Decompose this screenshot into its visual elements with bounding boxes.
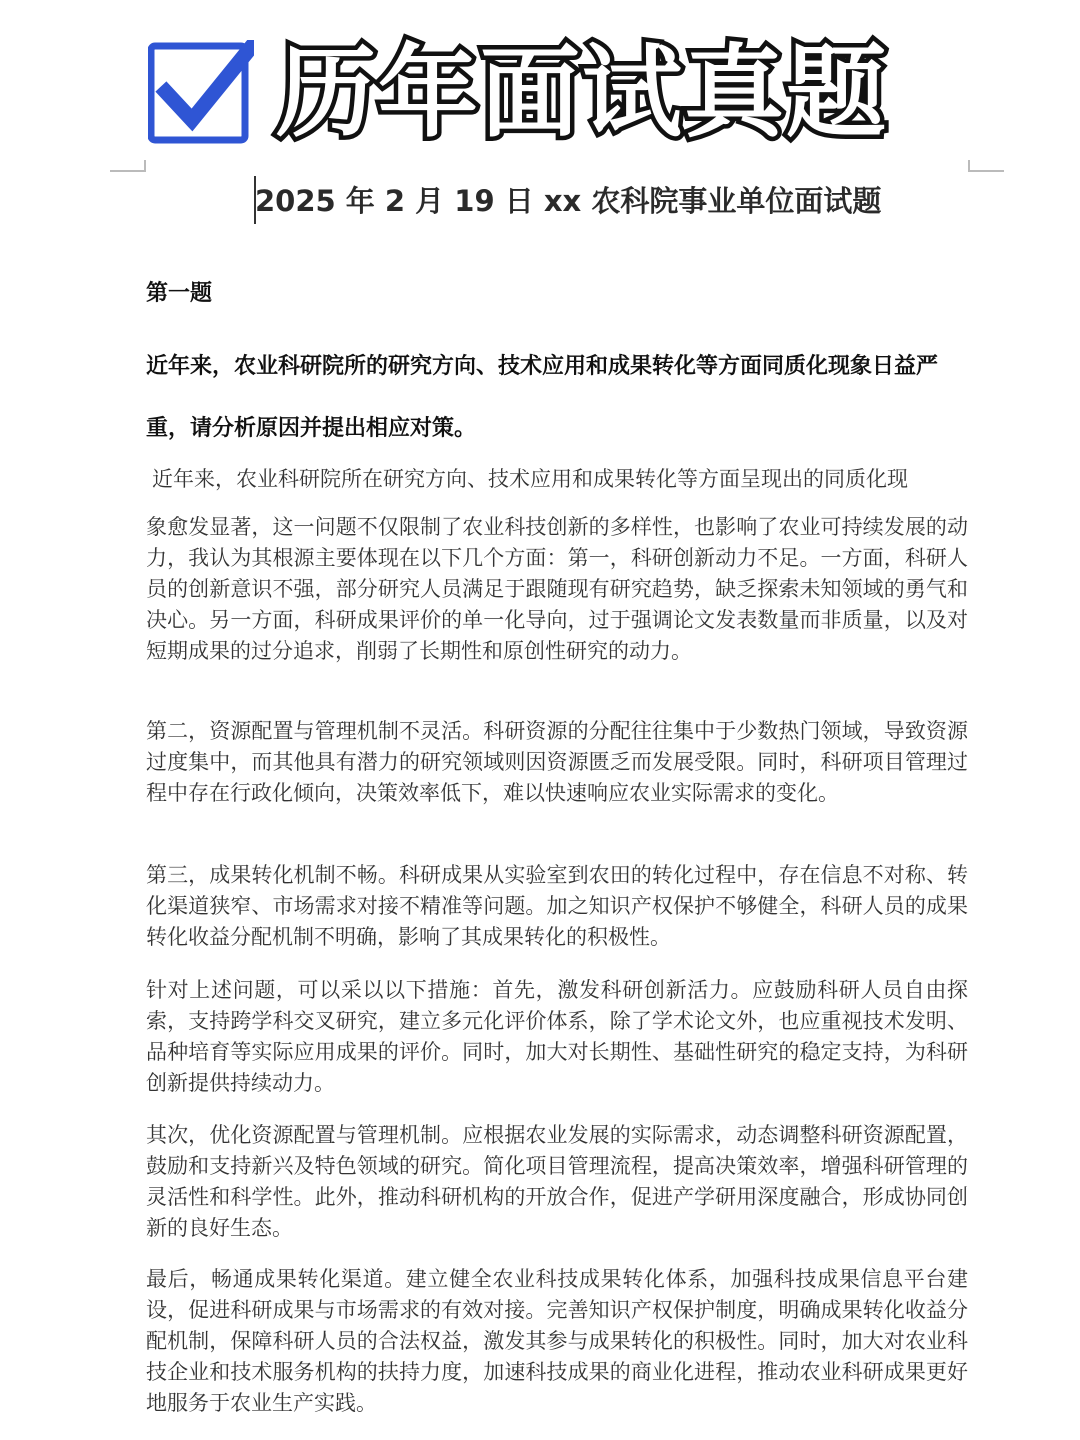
answer-paragraph-1-rest: 象愈发显著，这一问题不仅限制了农业科技创新的多样性，也影响了农业可持续发展的动力，我认为其根源主要体现在以下几个方面：第一，科研创新动力不足。一方面，科研人员的创新意识不强，部分研究人员满足于跟随现有研究趋势，缺乏探索未知领域的勇气和决心。另一方面，科研成果评价的单一化导向，过于强调论文发表数量而非质量，以及对短期成果的过分追求，削弱了长期性和原创性研究的动力。 xyxy=(146,515,968,663)
answer-paragraph-4: 针对上述问题，可以采以以下措施：首先，激发科研创新活力。应鼓励科研人员自由探索，支持跨学科交叉研究，建立多元化评价体系，除了学术论文外，也应重视技术发明、品种培育等实际应用成果的评价。同时，加大对长期性、基础性研究的稳定支持，为科研创新提供持续动力。 xyxy=(146,978,968,1095)
page-margin-mark-left xyxy=(110,160,146,172)
answer-paragraph-1 xyxy=(146,462,968,667)
answer-paragraph-3: 第三，成果转化机制不畅。科研成果从实验室到农田的转化过程中，存在信息不对称、转化渠道狭窄、市场需求对接不精准等问题。加之知识产权保护不够健全，科研人员的成果转化收益分配机制不明确，影响了其成果转化的积极性。 xyxy=(146,863,968,949)
document-title: 2025 年 2 月 19 日 xx 农科院事业单位面试题 xyxy=(255,184,882,218)
answer-paragraph-1-first-line: 近年来，农业科研院所在研究方向、技术应用和成果转化等方面呈现出的同质化现 xyxy=(152,467,908,491)
banner-title: 历年面试真题 xyxy=(276,34,888,151)
answer-paragraph-2: 第二，资源配置与管理机制不灵活。科研资源的分配往往集中于少数热门领域，导致资源过度集中，而其他具有潜力的研究领域则因资源匮乏而发展受限。同时，科研项目管理过程中存在行政化倾向，决策效率低下，难以快速响应农业实际需求的变化。 xyxy=(146,719,968,805)
question-number: 第一题 xyxy=(146,281,213,306)
answer-paragraph-5: 其次，优化资源配置与管理机制。应根据农业发展的实际需求，动态调整科研资源配置，鼓励和支持新兴及特色领域的研究。简化项目管理流程，提高决策效率，增强科研管理的灵活性和科学性。此外，推动科研机构的开放合作，促进产学研用深度融合，形成协同创新的良好生态。 xyxy=(146,1123,968,1240)
answer-paragraph-6: 最后，畅通成果转化渠道。建立健全农业科技成果转化体系，加强科技成果信息平台建设，促进科研成果与市场需求的有效对接。完善知识产权保护制度，明确成果转化收益分配机制，保障科研人员的合法权益，激发其参与成果转化的积极性。同时，加大对农业科技企业和技术服务机构的扶持力度，加速科技成果的商业化进程，推动农业科研成果更好地服务于农业生产实践。 xyxy=(146,1267,968,1415)
checkbox-checked-icon xyxy=(148,40,254,146)
header-banner xyxy=(148,34,928,151)
page-margin-mark-right xyxy=(968,160,1004,172)
question-text: 近年来，农业科研院所的研究方向、技术应用和成果转化等方面同质化现象日益严重，请分析原因并提出相应对策。 xyxy=(146,354,939,441)
